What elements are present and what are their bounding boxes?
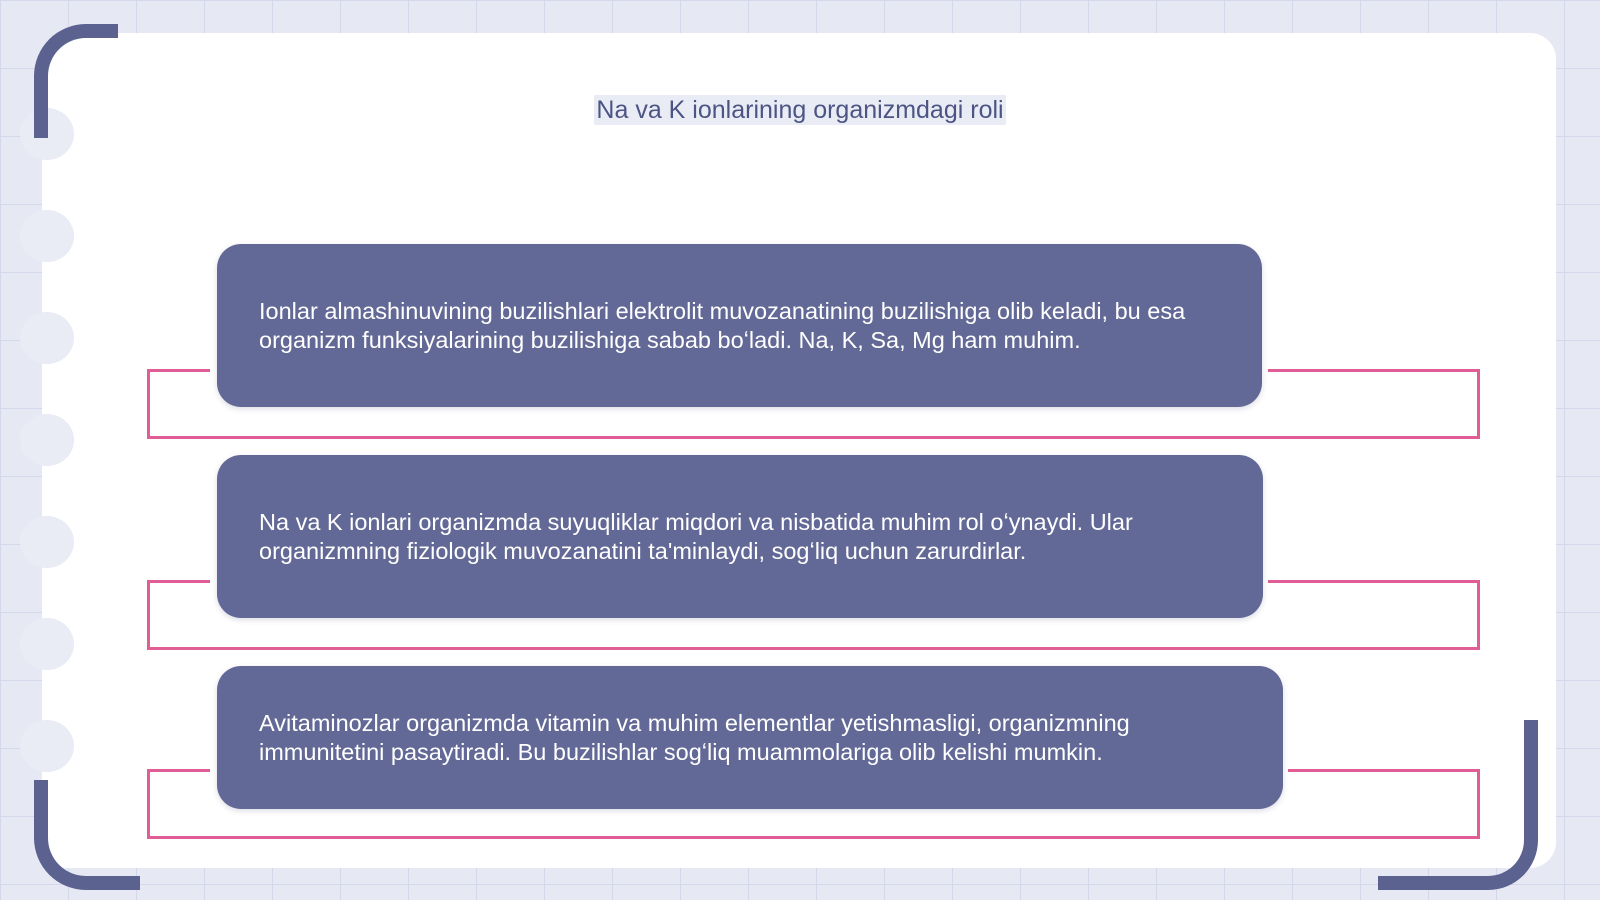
content-card (217, 666, 1283, 809)
corner-bracket-bottom-left (34, 780, 140, 890)
content-card-text: Na va K ionlari organizmda suyuqliklar miqdori va nisbatida muhim rol oʻynaydi. Ular organizmning fiziologik muvozanatini ta'minlaydi, sogʻliq uchun zarurdirlar. (259, 508, 1133, 564)
content-card (217, 244, 1262, 407)
scallop-edge (20, 720, 74, 772)
slide-title (0, 92, 1600, 128)
scallop-edge (20, 516, 74, 568)
scallop-edge (20, 414, 74, 466)
scallop-edge (20, 210, 74, 262)
scallop-edge (20, 312, 74, 364)
slide-title-text: Na va K ionlarining organizmdagi roli (596, 96, 1004, 124)
content-card-text: Avitaminozlar organizmda vitamin va muhim elementlar yetishmasligi, organizmning immunitetini pasaytiradi. Bu buzilishlar sogʻliq muammolariga olib kelishi mumkin. (259, 709, 1130, 765)
content-card-text: Ionlar almashinuvining buzilishlari elektrolit muvozanatining buzilishiga olib keladi, bu esa organizm funksiyalarining buzilishiga sabab boʻladi. Na, K, Sa, Mg ham muhim. (259, 297, 1186, 353)
scallop-edge (20, 618, 74, 670)
content-card (217, 455, 1263, 618)
